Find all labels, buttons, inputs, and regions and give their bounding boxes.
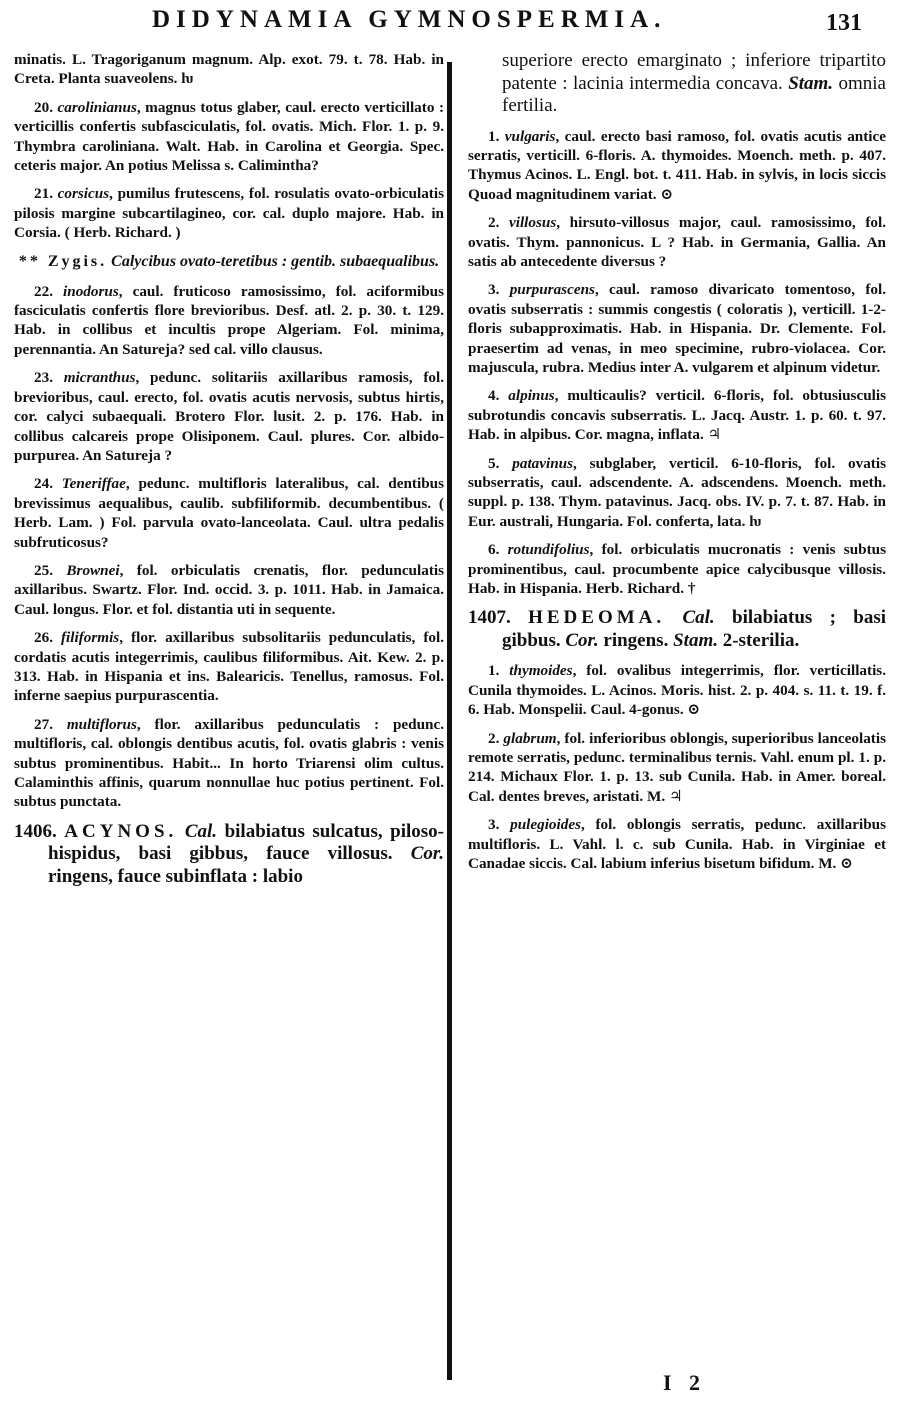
species-entry: 1. vulgaris, caul. erecto basi ramoso, fol. ovatis acutis antice serratis, verticill. 6-floris. A. thymoides. Moench. meth. p. 407. Thymus Acinos. L. Engl. bot. t. 411. Hab. in sylvis, in locis siccis Quoad magnitudinem variat. ⊙ (468, 127, 887, 203)
species-name: multiflorus (66, 715, 137, 733)
page-header (0, 4, 900, 44)
species-name: pulegioides (510, 816, 581, 834)
dagger-symbol-icon: † (687, 580, 696, 598)
genus-heading: 1406. ACYNOS. Cal. bilabiatus sulcatus, piloso-hispidus, basi gibbus, fauce villosus. Cor. ringens, fauce subinflata : labio (14, 820, 444, 887)
species-entry: 22. inodorus, caul. fruticoso ramosissimo, fol. aciformibus fasciculatis confertis flore brevioribus. Desf. atl. 2. p. 30. t. 129. Hab. in collibus et incultis prope Algeriam. Fol. minima, perennantia. An Satureja? sed cal. villo clausus. (14, 282, 444, 358)
species-entry: 4. alpinus, multicaulis? verticil. 6-floris, fol. obtusiusculis subrotundis concavis subserratis. L. Jacq. Austr. 1. p. 60. t. 97. Hab. in alpibus. Cor. magna, inflata. ♃ (468, 387, 887, 444)
signature-mark: I 2 (663, 1370, 707, 1395)
species-name: Brownei (66, 561, 120, 579)
species-entry: 5. patavinus, subglaber, verticil. 6-10-floris, fol. ovatis subserratis, caul. adscendente. A. adscendens. Moench. meth. suppl. p. 138. Thym. patavinus. Jacq. obs. IV. p. 7. t. 87. Hab. in Eur. australi, Hungaria. Fol. conferta, lata. ƕ (468, 454, 886, 530)
genus-name: ACYNOS. (64, 820, 178, 842)
species-name: carolinianus (57, 98, 137, 116)
species-entry: 24. Teneriffae, pedunc. multifloris lateralibus, cal. dentibus brevissimus aequalibus, caulib. subfiliformib. decumbentibus. ( Herb. Lam. ) Fol. parvula ovato-lanceolata. Caul. ultra pedalis subfruticosus? (14, 475, 444, 551)
section-heading: ** Zygis. Calycibus ovato-teretibus : gentib. subaequalibus. (18, 252, 440, 270)
right-column (468, 50, 886, 883)
genus-heading: 1407. HEDEOMA. Cal. bilabiatus ; basi gibbus. Cor. ringens. Stam. 2-sterilia. (468, 607, 887, 651)
species-entry: 27. multiflorus, flor. axillaribus pedunculatis : pedunc. multifloris, cal. oblongis dentibus acutis, fol. ovatis glabris : venis subtus prominentibus. Habit... In horto Triarensi olim cultus. Calaminthis affinis, quarum nonnullae huc potius pertinent. Fol. subtus punctata. (14, 715, 445, 811)
column-divider (447, 62, 452, 1380)
left-column (14, 50, 444, 897)
perennial-symbol-icon: ♃ (668, 787, 683, 805)
shrub-symbol-icon: ƕ (181, 70, 194, 88)
species-name: villosus (509, 214, 557, 232)
species-entry: 25. Brownei, fol. orbiculatis crenatis, flor. pedunculatis axillaribus. Swartz. Flor. Ind. occid. 3. p. 1011. Hab. in Jamaica. Caul. longus. Flor. et fol. distantia uti in sequente. (14, 561, 445, 618)
species-entry: 6. rotundifolius, fol. orbiculatis mucronatis : venis subtus prominentibus, caul. procumbente apice calycibusque villosis. Hab. in Hispania. Herb. Richard. † (468, 541, 886, 598)
species-name: inodorus (63, 282, 119, 300)
species-entry: 23. micranthus, pedunc. solitariis axillaribus ramosis, fol. brevioribus, caul. erecto, fol. ovatis acutis nervosis, subtus hirtis, cor. calyci subaequali. Brotero Flor. lusit. 2. p. 176. Hab. in collibus calcareis prope Olisiponem. Caul. plures. Cor. albido-purpurea. An Satureja ? (14, 369, 445, 464)
continuation-text: minatis. L. Tragoriganum magnum. Alp. exot. 79. t. 78. Hab. in Creta. Planta suaveolens. ƕ (14, 51, 444, 88)
page-number: 131 (826, 10, 862, 36)
species-entry: 3. pulegioides, fol. oblongis serratis, pedunc. axillaribus multifloris. L. Vahl. l. c. sub Cunila. Hab. in Virginiae et Canadae siccis. Cal. labium inferius bisetum bifidum. M. ⊙ (468, 816, 886, 873)
continuation-text: superiore erecto emarginato ; inferiore tripartito patente : lacinia intermedia concava. Stam. omnia fertilia. (502, 50, 886, 116)
species-name: glabrum (503, 729, 557, 747)
species-name: Teneriffae (61, 475, 126, 493)
species-name: micranthus (63, 369, 136, 387)
species-name: filiformis (61, 629, 120, 647)
species-name: thymoides (509, 662, 573, 680)
species-name: patavinus (512, 454, 574, 472)
species-name: vulgaris (504, 127, 556, 145)
species-name: alpinus (508, 387, 555, 405)
annual-symbol-icon: ⊙ (687, 701, 701, 719)
species-name: corsicus (57, 185, 110, 203)
species-entry: 26. filiformis, flor. axillaribus subsolitariis pedunculatis, fol. cordatis acutis integerrimis, caulibus filiformibus. Ait. Kew. 2. p. 313. Hab. in Hispania et ins. Balearicis. Tenellus, ramosus. Fol. inferne saepius purpurascentia. (14, 629, 444, 705)
genus-name: HEDEOMA. (528, 607, 666, 629)
species-name: purpurascens (509, 281, 595, 299)
perennial-symbol-icon: ♃ (707, 426, 722, 444)
species-entry: 3. purpurascens, caul. ramoso divaricato tomentoso, fol. ovatis subserratis : summis congestis ( coloratis ), verticill. 1-2-floris subapproximatis. Hab. in Hispania. Dr. Clemente. Fol. praesertim ad venas, in meo specimine, rubro-violacea. Cor. majuscula, rubra. Medius inter A. vulgarem et alpinum videtur. (468, 281, 886, 376)
running-title: DIDYNAMIA GYMNOSPERMIA. (152, 6, 667, 33)
annual-symbol-icon: ⊙ (840, 855, 853, 873)
species-entry: 2. glabrum, fol. inferioribus oblongis, superioribus lanceolatis remote serratis, pedunc. terminalibus ternis. Vahl. enum pl. 1. p. 214. Michaux Flor. 1. p. 13. sub Cunila. Hab. in Amer. boreal. Cal. dentes breves, aristati. M. ♃ (468, 729, 886, 805)
species-entry: 1. thymoides, fol. ovalibus integerrimis, flor. verticillatis. Cunila thymoides. L. Acinos. Moris. hist. 2. p. 404. s. 11. t. 19. f. 6. Hab. Monspelii. Caul. 4-gonus. ⊙ (468, 662, 886, 719)
species-entry: 21. corsicus, pumilus frutescens, fol. rosulatis ovato-orbiculatis pilosis margine subcartilagineo, cor. cal. duplo majore. Hab. in Corsia. ( Herb. Richard. ) (14, 185, 444, 242)
species-name: rotundifolius (507, 541, 590, 559)
species-entry: 20. carolinianus, magnus totus glaber, caul. erecto verticillato : verticillis confertis subfasciculatis, fol. ovatis. Mich. Flor. 1. p. 9. Thymbra caroliniana. Walt. Hab. in Carolina et Georgia. Spec. ceteris major. An potius Melissa s. Calimintha? (14, 98, 444, 175)
species-entry: 2. villosus, hirsuto-villosus major, caul. ramosissimo, fol. ovatis. Thym. pannonicus. L ? Hab. in Germania, Gallia. An satis ab antecedente diversus ? (468, 214, 886, 270)
annual-symbol-icon: ⊙ (660, 185, 674, 203)
shrub-symbol-icon: ƕ (749, 512, 762, 530)
